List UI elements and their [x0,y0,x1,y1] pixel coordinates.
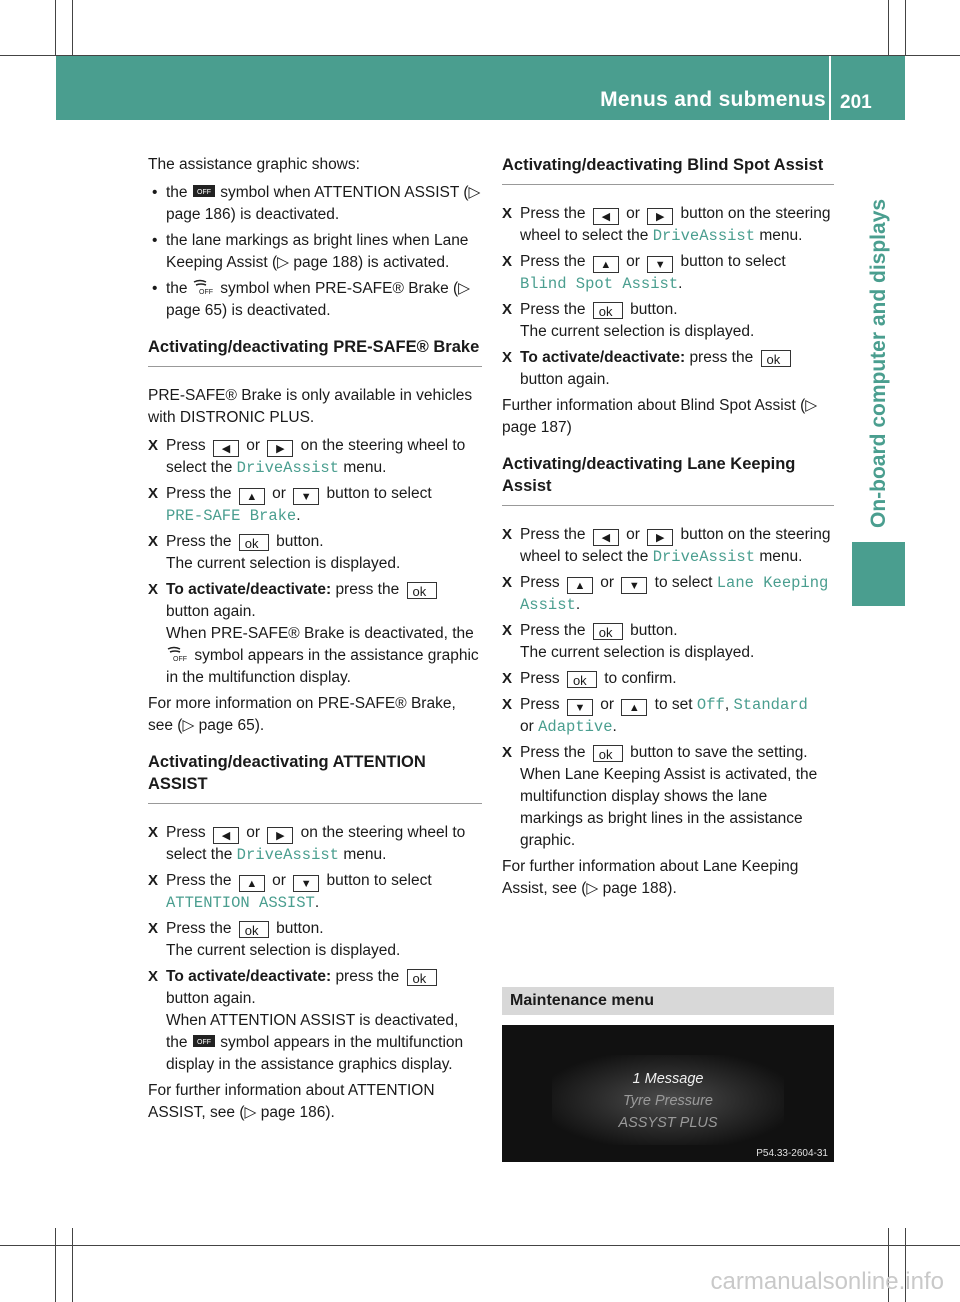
section-heading-lane-keeping: Activating/deactivating Lane Keeping Assist [502,453,834,506]
up-arrow-key-icon: ▲ [593,256,619,273]
menu-item-name: Lane Keeping Assist [520,574,829,614]
step-item: X Press ▲ or ▼ to select Lane Keeping Assist. [502,574,829,614]
menu-name: DriveAssist [236,846,339,864]
step-item: X Press the ▲ or ▼ button to select ATTENTION ASSIST. [148,872,432,912]
figure-code: P54.33-2604-31 [756,1148,828,1159]
ok-key-icon: ok [593,623,623,640]
section-heading-attention-assist: Activating/deactivating ATTENTION ASSIST [148,751,482,804]
down-arrow-key-icon: ▼ [621,577,647,594]
list-item: • the OFF symbol when ATTENTION ASSIST (▷ page 186) is deactivated. [152,184,481,223]
maintenance-heading: Maintenance menu [510,992,655,1009]
pre-safe-brake-off-icon [192,278,216,296]
step-item: X Press the ◀ or ▶ button on the steering wheel to select the DriveAssist menu. [502,526,831,566]
watermark: carmanualsonline.info [710,1268,944,1295]
step-item: X To activate/deactivate: press the ok button again. When PRE-SAFE® Brake is deactivated, the OFF symbol appears in the assistance graphic in the multifunction display. [148,581,479,686]
down-arrow-key-icon: ▼ [293,488,319,505]
left-arrow-key-icon: ◀ [213,827,239,844]
more-info-text: For further information about Lane Keeping Assist, see (▷ page 188). [502,858,799,897]
svg-text:OFF: OFF [198,289,213,296]
step-item: X Press the ok button. The current selection is displayed. [502,301,755,340]
crop-mark [905,0,906,56]
step-item: X Press the ok button. The current selection is displayed. [148,920,401,959]
intro-text: The assistance graphic shows: [148,156,360,173]
step-item: X Press the ok button to save the setting. When Lane Keeping Assist is activated, the multifunction display shows the lane markings as bright lines in the assistance graphic. [502,744,818,849]
option-adaptive: Adaptive [538,718,613,736]
step-item: X Press the ◀ or ▶ button on the steering wheel to select the DriveAssist menu. [502,205,831,245]
attention-assist-off-icon [192,1032,216,1050]
right-arrow-key-icon: ▶ [267,827,293,844]
list-item: • the OFF symbol when PRE-SAFE® Brake (▷ page 65) is deactivated. [152,280,471,319]
step-item: X Press the ok button. The current selection is displayed. [148,533,401,572]
menu-item-name: ATTENTION ASSIST [166,894,315,912]
step-item: X Press the ok button. The current selection is displayed. [502,622,755,661]
right-arrow-key-icon: ▶ [647,208,673,225]
up-arrow-key-icon: ▲ [567,577,593,594]
step-item: X Press ◀ or ▶ on the steering wheel to select the DriveAssist menu. [148,437,466,477]
step-item: X Press ◀ or ▶ on the steering wheel to select the DriveAssist menu. [148,824,466,864]
option-standard: Standard [733,696,808,714]
step-item: X Press the ▲ or ▼ button to select Blind Spot Assist. [502,253,786,293]
pre-safe-brake-off-icon [166,645,190,663]
side-tab-label: On-board computer and displays [867,198,890,528]
left-arrow-key-icon: ◀ [593,529,619,546]
section-heading-blind-spot: Activating/deactivating Blind Spot Assist [502,154,834,185]
crop-mark [72,0,73,56]
ok-key-icon: ok [407,969,437,986]
down-arrow-key-icon: ▼ [293,875,319,892]
svg-text:OFF: OFF [196,1039,211,1046]
step-item: X Press ▼ or ▲ to set Off, Standard or Adaptive. [502,696,808,736]
left-arrow-key-icon: ◀ [593,208,619,225]
screen-menu-item: 1 Message [632,1071,704,1087]
right-arrow-key-icon: ▶ [267,440,293,457]
display-screenshot [502,1025,834,1162]
crop-mark [55,1228,56,1302]
up-arrow-key-icon: ▲ [239,488,265,505]
more-info-text: For further information about ATTENTION ASSIST, see (▷ page 186). [148,1082,435,1121]
menu-name: DriveAssist [652,227,756,245]
step-item: X Press the ▲ or ▼ button to select PRE-SAFE Brake. [148,485,432,525]
ok-key-icon: ok [239,921,269,938]
section-heading-pre-safe: Activating/deactivating PRE-SAFE® Brake [148,336,482,367]
crop-mark [72,1228,73,1302]
list-item: • the lane markings as bright lines when Lane Keeping Assist (▷ page 188) is activated. [152,232,469,271]
right-arrow-key-icon: ▶ [647,529,673,546]
menu-name: DriveAssist [652,548,756,566]
right-column [502,154,834,906]
up-arrow-key-icon: ▲ [239,875,265,892]
crop-mark [0,1245,960,1246]
menu-name: DriveAssist [236,459,339,477]
step-item: X To activate/deactivate: press the ok button again. [502,347,834,391]
screen-menu-item: ASSYST PLUS [618,1115,718,1131]
ok-key-icon: ok [407,582,437,599]
more-info-text: For more information on PRE-SAFE® Brake, see (▷ page 65). [148,695,456,734]
svg-text:OFF: OFF [173,656,187,663]
step-item: X To activate/deactivate: press the ok button again. When ATTENTION ASSIST is deactivated, the OFF symbol appears in the multifunction display in the assistance graphics display. [148,968,464,1073]
crop-mark [888,0,889,56]
up-arrow-key-icon: ▲ [621,699,647,716]
step-item: X Press ok to confirm. [502,670,677,688]
left-arrow-key-icon: ◀ [213,440,239,457]
header-separator [829,56,831,120]
menu-item-name: Blind Spot Assist [520,275,679,293]
page-number: 201 [840,92,872,113]
more-info-text: Further information about Blind Spot Assist (▷ page 187) [502,397,818,436]
down-arrow-key-icon: ▼ [647,256,673,273]
side-tab-block [852,542,905,606]
ok-key-icon: ok [761,350,791,367]
svg-text:OFF: OFF [196,189,211,196]
page-title: Menus and submenus [600,88,826,111]
screen-menu-item: Tyre Pressure [623,1093,713,1109]
ok-key-icon: ok [567,671,597,688]
down-arrow-key-icon: ▼ [567,699,593,716]
section-intro: PRE-SAFE® Brake is only available in vehicles with DISTRONIC PLUS. [148,387,473,426]
menu-item-name: PRE-SAFE Brake [166,507,297,525]
option-off: Off [696,696,725,714]
crop-mark [55,0,56,56]
ok-key-icon: ok [239,534,269,551]
attention-assist-off-icon [192,182,216,200]
left-column [148,154,482,1130]
ok-key-icon: ok [593,302,623,319]
ok-key-icon: ok [593,745,623,762]
